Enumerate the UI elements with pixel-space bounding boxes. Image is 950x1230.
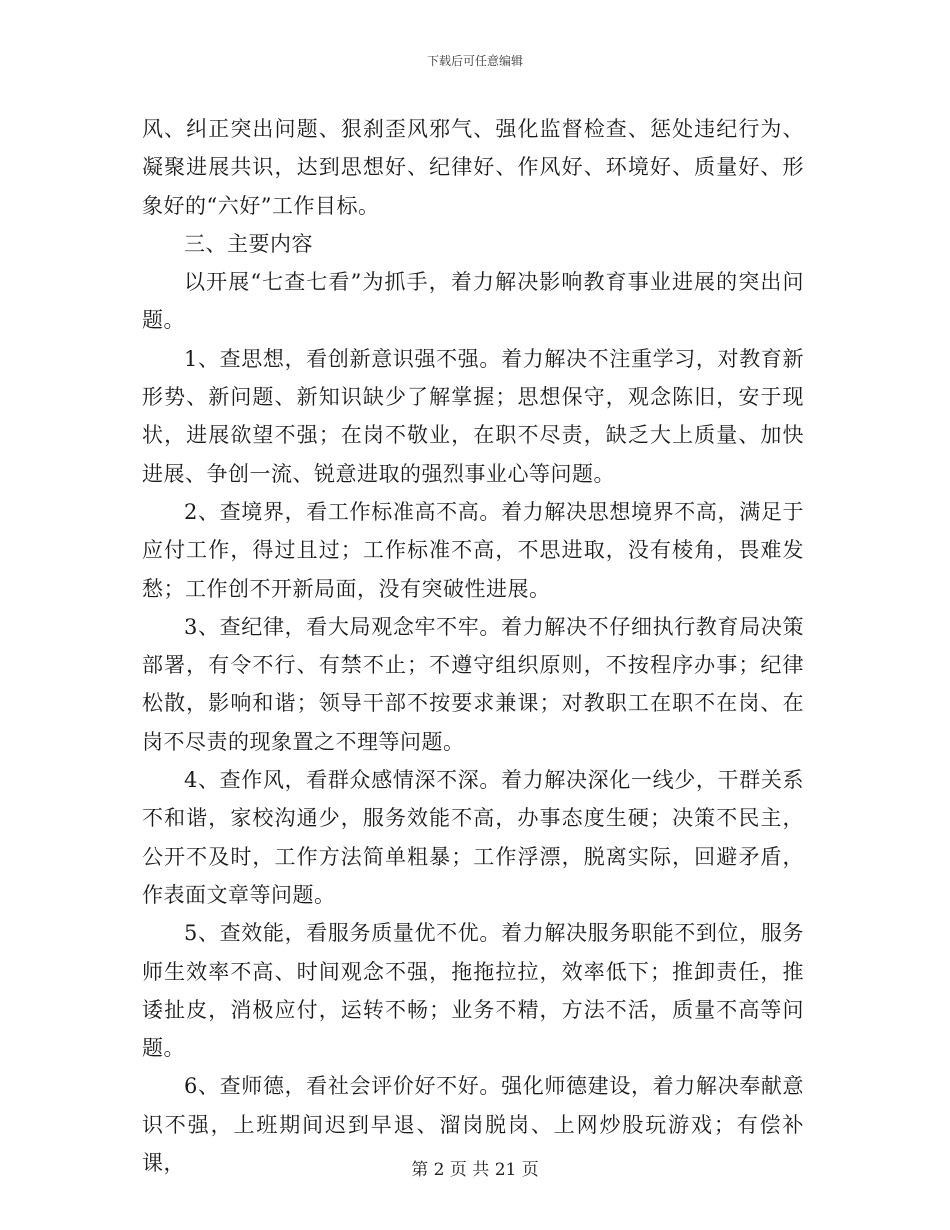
paragraph-item-4: 4、查作风，看群众感情深不深。着力解决深化一线少，干群关系不和谐，家校沟通少，服务效能不高，办事态度生硬；决策不民主，公开不及时，工作方法简单粗暴；工作浮漂，脱离实际，回避矛盾，作表面文章等问题。 (142, 768, 804, 907)
paragraph-item-2: 2、查境界，看工作标准高不高。着力解决思想境界不高，满足于应付工作，得过且过；工作标准不高，不思进取，没有棱角，畏难发愁；工作创不开新局面，没有突破性进展。 (142, 499, 804, 601)
page-number-footer: 第 2 页 共 21 页 (411, 1160, 539, 1180)
page-header: 下载后可任意编辑 (426, 54, 523, 68)
paragraph-continuation: 风、纠正突出问题、狠刹歪风邪气、强化监督检查、惩处违纪行为、凝聚进展共识，达到思想好、纪律好、作风好、环境好、质量好、形象好的“六好”工作目标。 (142, 117, 804, 218)
paragraph-item-1: 1、查思想，看创新意识强不强。着力解决不注重学习，对教育新形势、新问题、新知识缺少了解掌握；思想保守，观念陈旧，安于现状，进展欲望不强；在岗不敬业，在职不尽责，缺乏大上质量、加快进展、争创一流、锐意进取的强烈事业心等问题。 (142, 346, 804, 486)
paragraph-item-3: 3、查纪律，看大局观念牢不牢。着力解决不仔细执行教育局决策部署，有令不行、有禁不止；不遵守组织原则，不按程序办事；纪律松散，影响和谐；领导干部不按要求兼课；对教职工在职不在岗、在岗不尽责的现象置之不理等问题。 (142, 614, 804, 754)
section-heading: 三、主要内容 (184, 231, 313, 256)
paragraph-item-5: 5、查效能，看服务质量优不优。着力解决服务职能不到位，服务师生效率不高、时间观念不强，拖拖拉拉，效率低下；推卸责任，推诿扯皮，消极应付，运转不畅；业务不精，方法不活，质量不高等问题。 (142, 921, 804, 1061)
paragraph-intro: 以开展“七查七看”为抓手，着力解决影响教育事业进展的突出问题。 (142, 270, 804, 333)
document-body (142, 110, 804, 1182)
paragraph-item-6: 6、查师德，看社会评价好不好。强化师德建设，着力解决奉献意识不强，上班期间迟到早退、溜岗脱岗、上网炒股玩游戏；有偿补课， (142, 1074, 804, 1176)
